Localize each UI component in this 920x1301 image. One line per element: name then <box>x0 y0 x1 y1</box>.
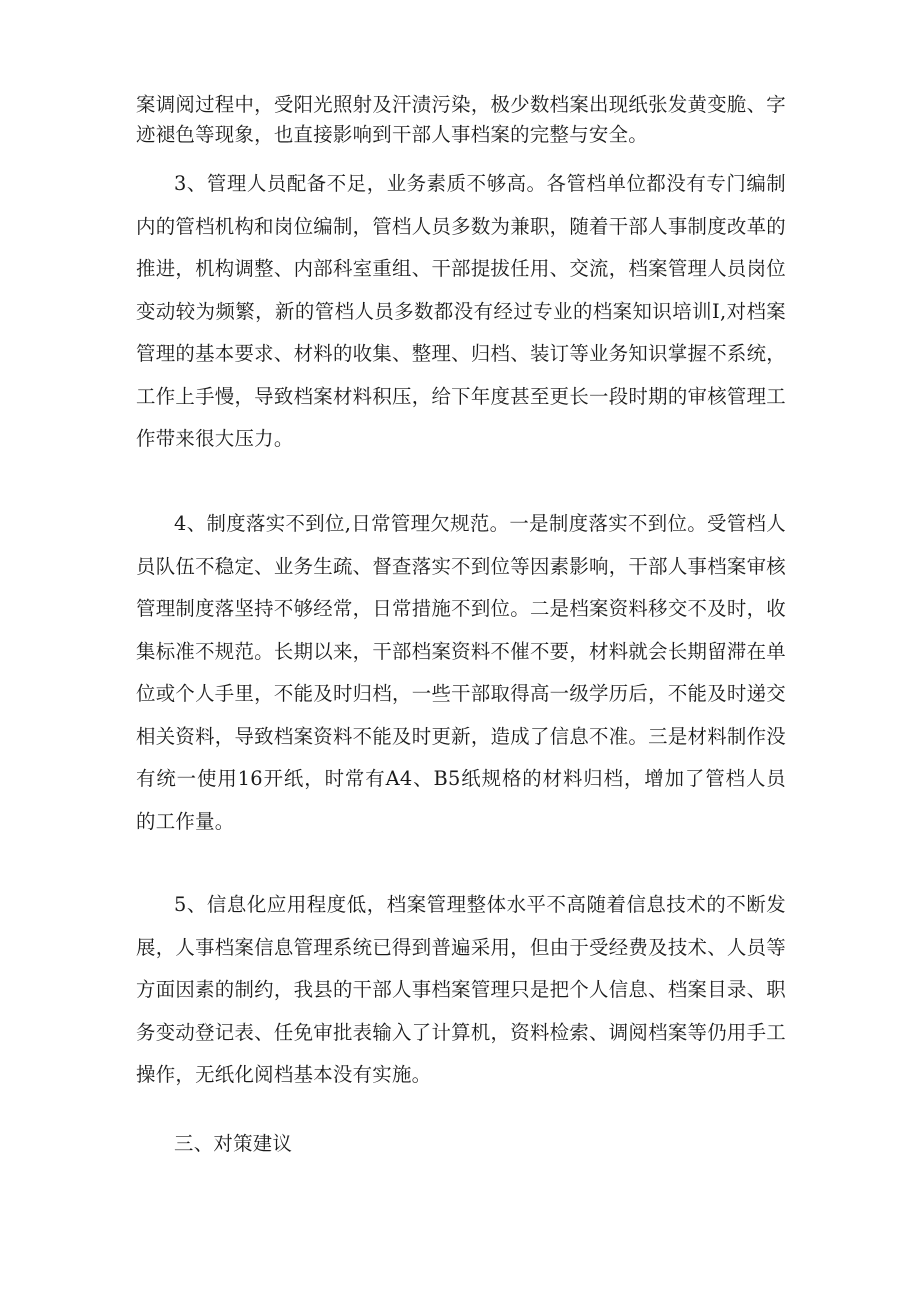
section-heading-countermeasures: 三、对策建议 <box>174 1132 293 1155</box>
paragraph-continuation: 案调阅过程中，受阳光照射及汗渍污染，极少数档案出现纸张发黄变脆、字迹褪色等现象，也直接影响到干部人事档案的完整与安全。 <box>136 93 786 146</box>
paragraph-item-5: 5、信息化应用程度低，档案管理整体水平不高随着信息技术的不断发展，人事档案信息管理系统已得到普遍采用，但由于受经费及技术、人员等方面因素的制约，我县的干部人事档案管理只是把个人信息、档案目录、职务变动登记表、任免审批表输入了计算机，资料检索、调阅档案等仍用手工操作，无纸化阅档基本没有实施。 <box>136 893 786 1086</box>
paragraph-item-3: 3、管理人员配备不足，业务素质不够高。各管档单位都没有专门编制内的管档机构和岗位编制，管档人员多数为兼职，随着干部人事制度改革的推进，机构调整、内部科室重组、干部提拔任用、交流，档案管理人员岗位变动较为频繁，新的管档人员多数都没有经过专业的档案知识培训I,对档案管理的基本要求、材料的收集、整理、归档、装订等业务知识掌握不系统，工作上手慢，导致档案材料积压，给下年度甚至更长一段时期的审核管理工作带来很大压力。 <box>136 172 786 450</box>
paragraph-item-4: 4、制度落实不到位,日常管理欠规范。一是制度落实不到位。受管档人员队伍不稳定、业务生疏、督查落实不到位等因素影响，干部人事档案审核管理制度落坚持不够经常，日常措施不到位。二是档案资料移交不及时，收集标准不规范。长期以来，干部档案资料不催不要，材料就会长期留滞在单位或个人手里，不能及时归档，一些干部取得高一级学历后，不能及时递交相关资料，导致档案资料不能及时更新，造成了信息不准。三是材料制作没有统一使用16开纸，时常有A4、B5纸规格的材料归档，增加了管档人员的工作量。 <box>136 512 786 833</box>
